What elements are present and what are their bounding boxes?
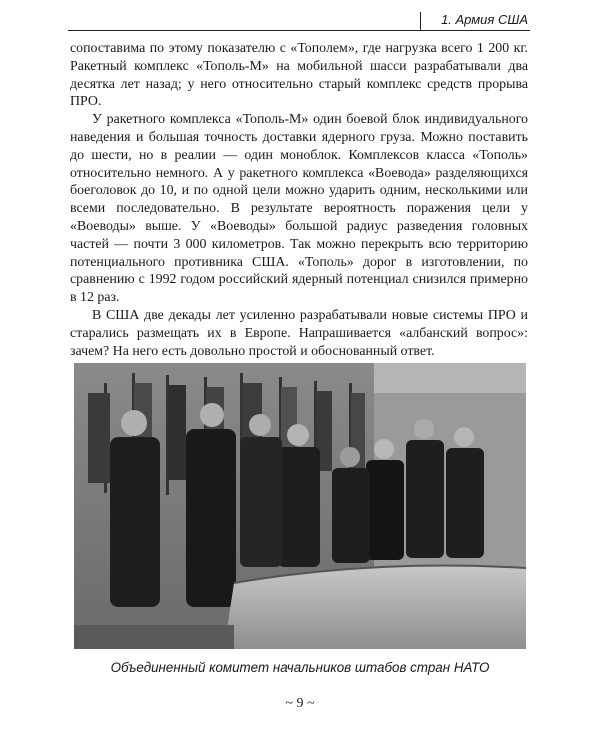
body-text: [70, 40, 528, 360]
running-header: 1. Армия США: [441, 12, 528, 27]
group-photo: [74, 363, 526, 649]
header-rule: [68, 30, 530, 31]
paragraph-2: У ракетного комплекса «Тополь-М» один боевой блок индивидуального наведения и большая точность доставки ядерного груза. Можно поставить до шести, но в реалии — один моноблок. Комплексов класса «Тополь» относительно немного. А у ракетного комплекса «Воевода» разделяющихся боеголовок до 10, и по одной цели можно ударить одним, несколькими или всеми последовательно. В результате вероятность поражения цели у «Воеводы» выше. У «Воеводы» большой радиус разведения головных частей — почти 3 000 километров. Так можно перекрыть всю территорию потенциального противника США. «Тополь» дорог в изготовлении, по сравнению с 1992 годом российский ядерный потенциал снизился примерно в 12 раз.: [70, 112, 528, 306]
paragraph-3: В США две декады лет усиленно разрабатывали новые системы ПРО и старались размещать их в Европе. Напрашивается «албанский вопрос»: зачем? На него есть довольно простой и обоснованный ответ.: [70, 307, 528, 359]
group-photo-illustration: [74, 363, 526, 649]
paragraph-1: сопоставима по этому показателю с «Тополем», где нагрузка всего 1 200 кг. Ракетный комплекс «Тополь-М» на мобильной шасси разрабатывали два десятка лет назад; у него относительно старый комплекс средств прорыва ПРО.: [70, 41, 528, 110]
figure-caption: Объединенный комитет начальников штабов стран НАТО: [110, 660, 490, 675]
header-divider-tick: [420, 12, 421, 30]
page-number: ~ 9 ~: [285, 696, 315, 711]
